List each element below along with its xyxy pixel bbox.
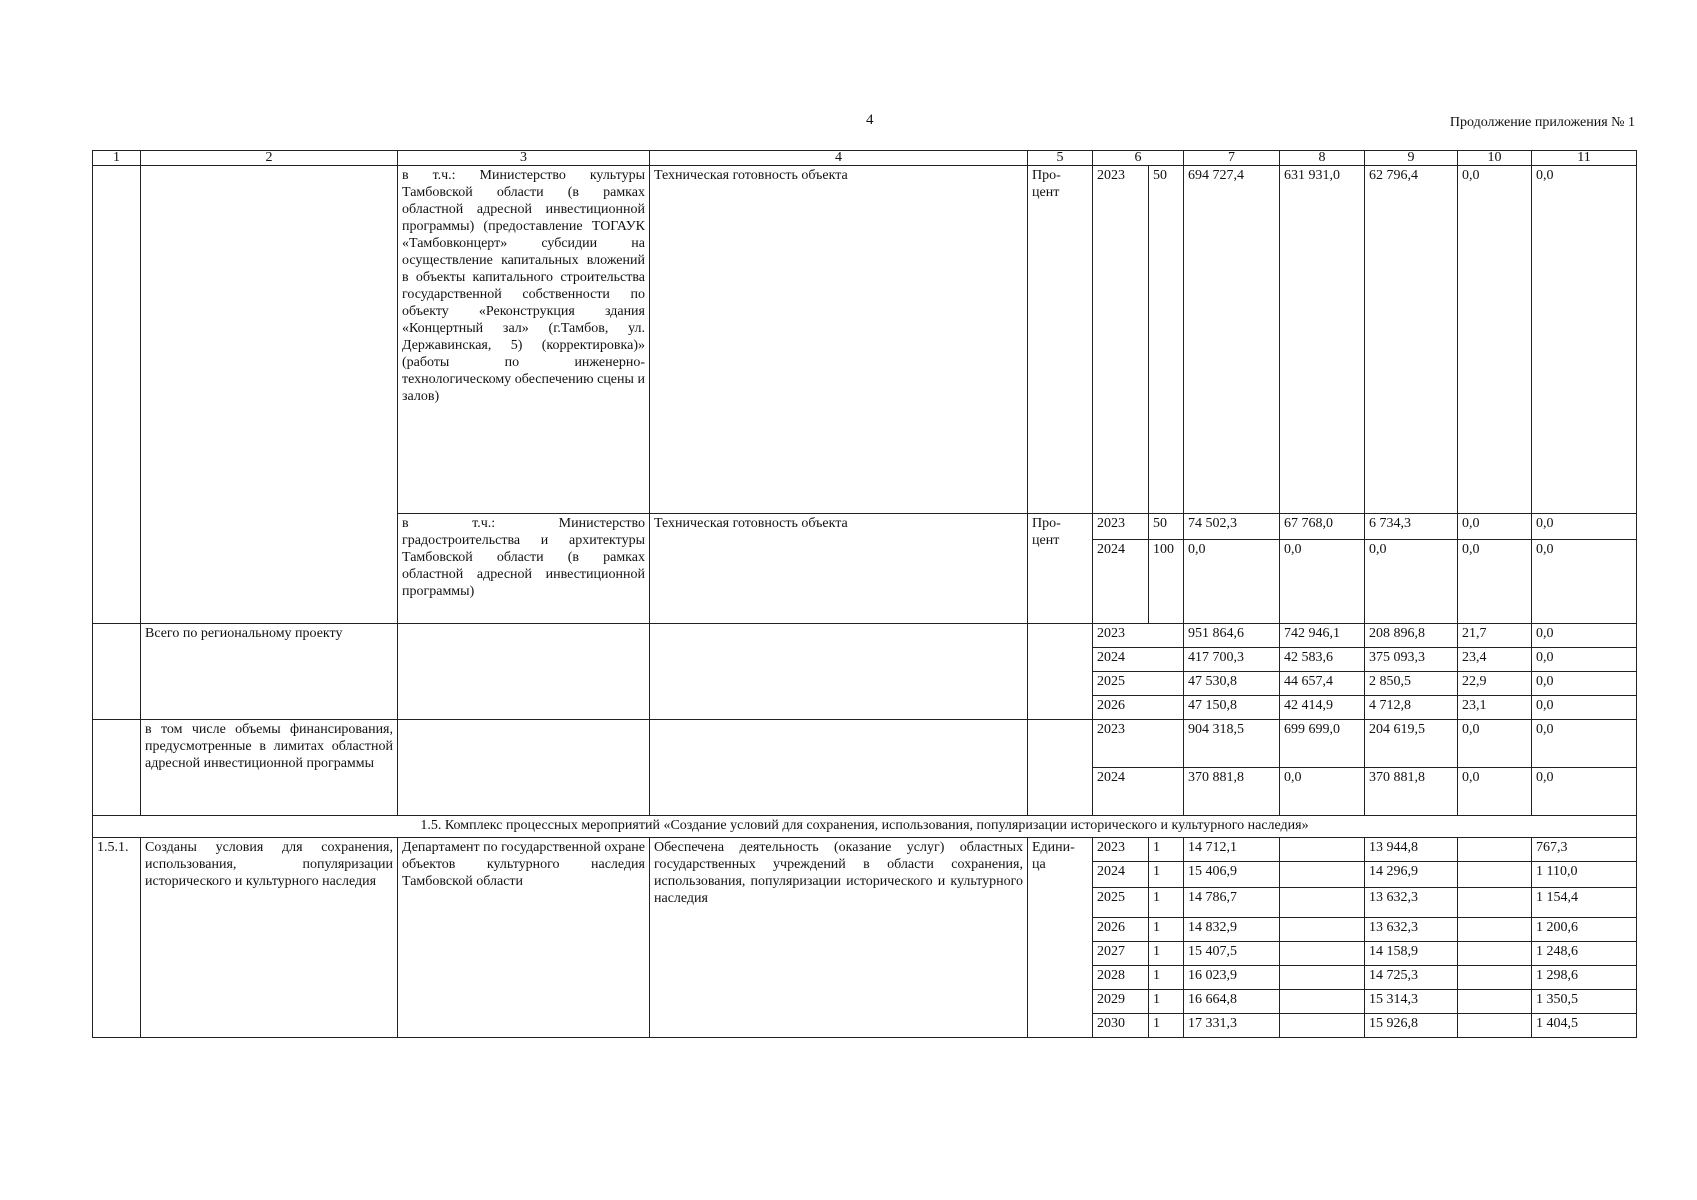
column-header: 7 (1184, 151, 1280, 166)
amount-cell: 47 530,8 (1184, 672, 1280, 696)
amount-cell: 0,0 (1532, 768, 1637, 816)
empty-cell (650, 720, 1028, 816)
amount-cell: 208 896,8 (1365, 624, 1458, 648)
amount-cell: 0,0 (1280, 540, 1365, 624)
value-cell: 1 (1149, 966, 1184, 990)
amount-cell: 0,0 (1458, 166, 1532, 514)
item-number: 1.5.1. (93, 838, 141, 1038)
construction-indicator: Техническая готовность объекта (650, 514, 1028, 624)
amount-cell (1280, 838, 1365, 862)
amount-cell: 2 850,5 (1365, 672, 1458, 696)
total-label: Всего по региональному проекту (141, 624, 398, 720)
amount-cell: 1 200,6 (1532, 918, 1637, 942)
item-indicator: Обеспечена деятельность (оказание услуг) областных государственных учреждений в области сохранения, использования, популяризации исторического и культурного наследия (650, 838, 1028, 1038)
amount-cell: 16 664,8 (1184, 990, 1280, 1014)
amount-cell: 0,0 (1365, 540, 1458, 624)
amount-cell: 47 150,8 (1184, 696, 1280, 720)
amount-cell: 951 864,6 (1184, 624, 1280, 648)
year-cell: 2024 (1093, 768, 1184, 816)
amount-cell (1458, 966, 1532, 990)
amount-cell (1458, 888, 1532, 918)
amount-cell (1280, 966, 1365, 990)
column-header: 8 (1280, 151, 1365, 166)
year-cell: 2027 (1093, 942, 1149, 966)
amount-cell: 370 881,8 (1184, 768, 1280, 816)
year-cell: 2023 (1093, 166, 1149, 514)
amount-cell: 0,0 (1532, 624, 1637, 648)
amount-cell: 742 946,1 (1280, 624, 1365, 648)
amount-cell: 0,0 (1458, 540, 1532, 624)
amount-cell: 14 786,7 (1184, 888, 1280, 918)
amount-cell: 17 331,3 (1184, 1014, 1280, 1038)
column-header: 6 (1093, 151, 1184, 166)
column-header: 3 (398, 151, 650, 166)
item-executor: Департамент по государственной охране объектов культурного наследия Тамбовской области (398, 838, 650, 1038)
amount-cell: 14 158,9 (1365, 942, 1458, 966)
cell-number (93, 624, 141, 720)
year-cell: 2030 (1093, 1014, 1149, 1038)
amount-cell (1458, 1014, 1532, 1038)
year-cell: 2023 (1093, 838, 1149, 862)
construction-executor: в т.ч.: Министерство градостроительства и архитектуры Тамбовской области (в рамках областной адресной инвестиционной программы) (398, 514, 650, 624)
item-unit: Едини-ца (1028, 838, 1093, 1038)
amount-cell: 14 712,1 (1184, 838, 1280, 862)
year-cell: 2026 (1093, 696, 1184, 720)
year-cell: 2025 (1093, 888, 1149, 918)
value-cell: 1 (1149, 918, 1184, 942)
empty-cell (1028, 720, 1093, 816)
amount-cell: 16 023,9 (1184, 966, 1280, 990)
limits-label: в том числе объемы финансирования, предусмотренные в лимитах областной адресной инвестиционной программы (141, 720, 398, 816)
amount-cell: 23,1 (1458, 696, 1532, 720)
table-row (93, 838, 1637, 862)
column-header: 2 (141, 151, 398, 166)
empty-cell (650, 624, 1028, 720)
financing-table (92, 150, 1637, 1038)
value-cell: 1 (1149, 862, 1184, 888)
amount-cell: 23,4 (1458, 648, 1532, 672)
cell-number (93, 720, 141, 816)
amount-cell: 14 296,9 (1365, 862, 1458, 888)
amount-cell: 0,0 (1532, 648, 1637, 672)
column-header: 5 (1028, 151, 1093, 166)
column-header: 4 (650, 151, 1028, 166)
amount-cell: 204 619,5 (1365, 720, 1458, 768)
year-cell: 2023 (1093, 514, 1149, 540)
year-cell: 2024 (1093, 540, 1149, 624)
amount-cell: 0,0 (1458, 514, 1532, 540)
amount-cell: 0,0 (1532, 540, 1637, 624)
amount-cell (1280, 1014, 1365, 1038)
amount-cell (1280, 942, 1365, 966)
value-cell: 1 (1149, 942, 1184, 966)
amount-cell: 15 314,3 (1365, 990, 1458, 1014)
year-cell: 2029 (1093, 990, 1149, 1014)
value-cell: 1 (1149, 1014, 1184, 1038)
construction-unit: Про-цент (1028, 514, 1093, 624)
cell-number (93, 166, 141, 624)
year-cell: 2024 (1093, 862, 1149, 888)
amount-cell (1458, 942, 1532, 966)
amount-cell (1280, 862, 1365, 888)
amount-cell: 631 931,0 (1280, 166, 1365, 514)
column-header-row (93, 151, 1637, 166)
amount-cell (1280, 918, 1365, 942)
table-row (93, 720, 1637, 768)
amount-cell: 0,0 (1532, 720, 1637, 768)
amount-cell: 15 926,8 (1365, 1014, 1458, 1038)
amount-cell: 15 407,5 (1184, 942, 1280, 966)
amount-cell: 42 583,6 (1280, 648, 1365, 672)
amount-cell: 0,0 (1532, 672, 1637, 696)
value-cell: 50 (1149, 514, 1184, 540)
amount-cell: 4 712,8 (1365, 696, 1458, 720)
section-title: 1.5. Комплекс процессных мероприятий «Создание условий для сохранения, использования, популяризации исторического и культурного наследия» (93, 816, 1637, 838)
culture-indicator: Техническая готовность объекта (650, 166, 1028, 514)
amount-cell: 0,0 (1532, 514, 1637, 540)
amount-cell: 370 881,8 (1365, 768, 1458, 816)
year-cell: 2026 (1093, 918, 1149, 942)
column-header: 11 (1532, 151, 1637, 166)
amount-cell (1458, 990, 1532, 1014)
column-header: 9 (1365, 151, 1458, 166)
amount-cell: 0,0 (1280, 768, 1365, 816)
amount-cell: 1 248,6 (1532, 942, 1637, 966)
amount-cell: 0,0 (1184, 540, 1280, 624)
table-row (93, 624, 1637, 648)
year-cell: 2023 (1093, 624, 1184, 648)
amount-cell: 13 632,3 (1365, 888, 1458, 918)
amount-cell: 1 350,5 (1532, 990, 1637, 1014)
amount-cell: 14 832,9 (1184, 918, 1280, 942)
amount-cell (1280, 888, 1365, 918)
appendix-label: Продолжение приложения № 1 (1449, 115, 1635, 130)
empty-cell (398, 720, 650, 816)
year-cell: 2023 (1093, 720, 1184, 768)
amount-cell: 22,9 (1458, 672, 1532, 696)
amount-cell: 15 406,9 (1184, 862, 1280, 888)
amount-cell: 13 632,3 (1365, 918, 1458, 942)
year-cell: 2024 (1093, 648, 1184, 672)
amount-cell: 0,0 (1458, 720, 1532, 768)
amount-cell (1458, 918, 1532, 942)
amount-cell: 21,7 (1458, 624, 1532, 648)
amount-cell: 417 700,3 (1184, 648, 1280, 672)
amount-cell: 62 796,4 (1365, 166, 1458, 514)
amount-cell: 42 414,9 (1280, 696, 1365, 720)
amount-cell: 1 404,5 (1532, 1014, 1637, 1038)
amount-cell: 0,0 (1458, 768, 1532, 816)
amount-cell: 0,0 (1532, 696, 1637, 720)
value-cell: 1 (1149, 838, 1184, 862)
culture-unit: Про-цент (1028, 166, 1093, 514)
value-cell: 50 (1149, 166, 1184, 514)
amount-cell: 1 298,6 (1532, 966, 1637, 990)
amount-cell: 375 093,3 (1365, 648, 1458, 672)
amount-cell: 13 944,8 (1365, 838, 1458, 862)
amount-cell (1280, 990, 1365, 1014)
amount-cell: 767,3 (1532, 838, 1637, 862)
amount-cell: 694 727,4 (1184, 166, 1280, 514)
column-header: 10 (1458, 151, 1532, 166)
page-number: 4 (866, 112, 874, 128)
amount-cell: 6 734,3 (1365, 514, 1458, 540)
item-result: Созданы условия для сохранения, использования, популяризации исторического и культурного наследия (141, 838, 398, 1038)
amount-cell: 699 699,0 (1280, 720, 1365, 768)
amount-cell: 44 657,4 (1280, 672, 1365, 696)
year-cell: 2025 (1093, 672, 1184, 696)
table-row (93, 166, 1637, 514)
section-row (93, 816, 1637, 838)
empty-cell (398, 624, 650, 720)
amount-cell: 1 154,4 (1532, 888, 1637, 918)
cell-result (141, 166, 398, 624)
amount-cell: 14 725,3 (1365, 966, 1458, 990)
value-cell: 1 (1149, 888, 1184, 918)
value-cell: 100 (1149, 540, 1184, 624)
amount-cell: 904 318,5 (1184, 720, 1280, 768)
culture-executor: в т.ч.: Министерство культуры Тамбовской области (в рамках областной адресной инвестиционной программы) (предоставление ТОГАУК «Тамбовконцерт» субсидии на осуществление капитальных вложений в объекты капитального строительства государственной собственности по объекту «Реконструкция здания «Концертный зал» (г.Тамбов, ул. Державинская, 5) (корректировка)» (работы по инженерно-технологическому обеспечению сцены и залов) (398, 166, 650, 514)
amount-cell (1458, 862, 1532, 888)
column-header: 1 (93, 151, 141, 166)
amount-cell: 1 110,0 (1532, 862, 1637, 888)
value-cell: 1 (1149, 990, 1184, 1014)
amount-cell: 0,0 (1532, 166, 1637, 514)
amount-cell (1458, 838, 1532, 862)
amount-cell: 67 768,0 (1280, 514, 1365, 540)
amount-cell: 74 502,3 (1184, 514, 1280, 540)
year-cell: 2028 (1093, 966, 1149, 990)
empty-cell (1028, 624, 1093, 720)
